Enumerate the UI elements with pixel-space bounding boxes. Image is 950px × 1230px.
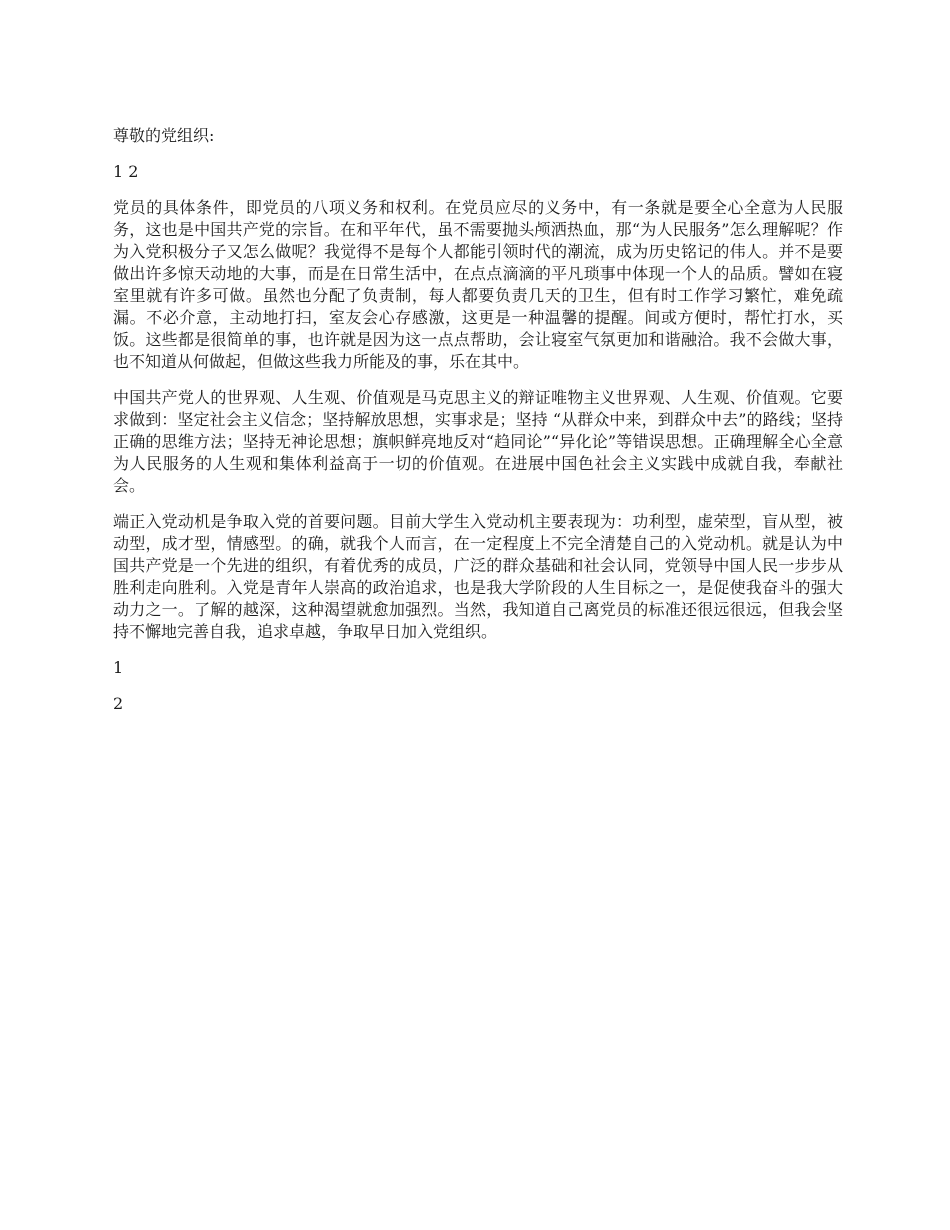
section-marker: 1 2	[113, 162, 139, 181]
paragraph-motivation: 端正入党动机是争取入党的首要问题。目前大学生入党动机主要表现为：功利型，虚荣型，盲从型，被动型，成才型，情感型。的确，就我个人而言，在一定程度上不完全清楚自己的入党动机。就是认为中国共产党是一个先进的组织，有着优秀的成员，广泛的群众基础和社会认同，党领导中国人民一步步从胜利走向胜利。入党是青年人崇高的政治追求，也是我大学阶段的人生目标之一，是促使我奋斗的强大动力之一。了解的越深，这种渴望就愈加强烈。当然，我知道自己离党员的标准还很远很远，但我会坚持不懈地完善自我，追求卓越，争取早日加入党组织。	[113, 512, 843, 641]
section-marker: 2	[113, 694, 124, 713]
document-page	[113, 125, 843, 729]
section-marker: 1	[113, 658, 124, 677]
paragraph-worldview: 中国共产党人的世界观、人生观、价值观是马克思主义的辩证唯物主义世界观、人生观、价值观。它要求做到：坚定社会主义信念；坚持解放思想，实事求是；坚持 “从群众中来，到群众中去”的路线；坚持正确的思维方法；坚持无神论思想；旗帜鲜亮地反对“趋同论”“异化论”等错误思想。正确理解全心全意为人民服务的人生观和集体利益高于一切的价值观。在进展中国色社会主义实践中成就自我，奉献社会。	[113, 388, 843, 495]
salutation: 尊敬的党组织:	[113, 126, 215, 145]
paragraph-duties: 党员的具体条件，即党员的八项义务和权利。在党员应尽的义务中，有一条就是要全心全意为人民服务，这也是中国共产党的宗旨。在和平年代，虽不需要抛头颅洒热血，那“为人民服务”怎么理解呢？作为入党积极分子又怎么做呢？我觉得不是每个人都能引领时代的潮流，成为历史铭记的伟人。并不是要做出许多惊天动地的大事，而是在日常生活中，在点点滴滴的平凡琐事中体现一个人的品质。譬如在寝室里就有许多可做。虽然也分配了负责制，每人都要负责几天的卫生，但有时工作学习繁忙，难免疏漏。不必介意，主动地打扫，室友会心存感激，这更是一种温馨的提醒。间或方便时，帮忙打水，买饭。这些都是很简单的事，也许就是因为这一点点帮助，会让寝室气氛更加和谐融洽。我不会做大事，也不知道从何做起，但做这些我力所能及的事，乐在其中。	[113, 198, 843, 371]
